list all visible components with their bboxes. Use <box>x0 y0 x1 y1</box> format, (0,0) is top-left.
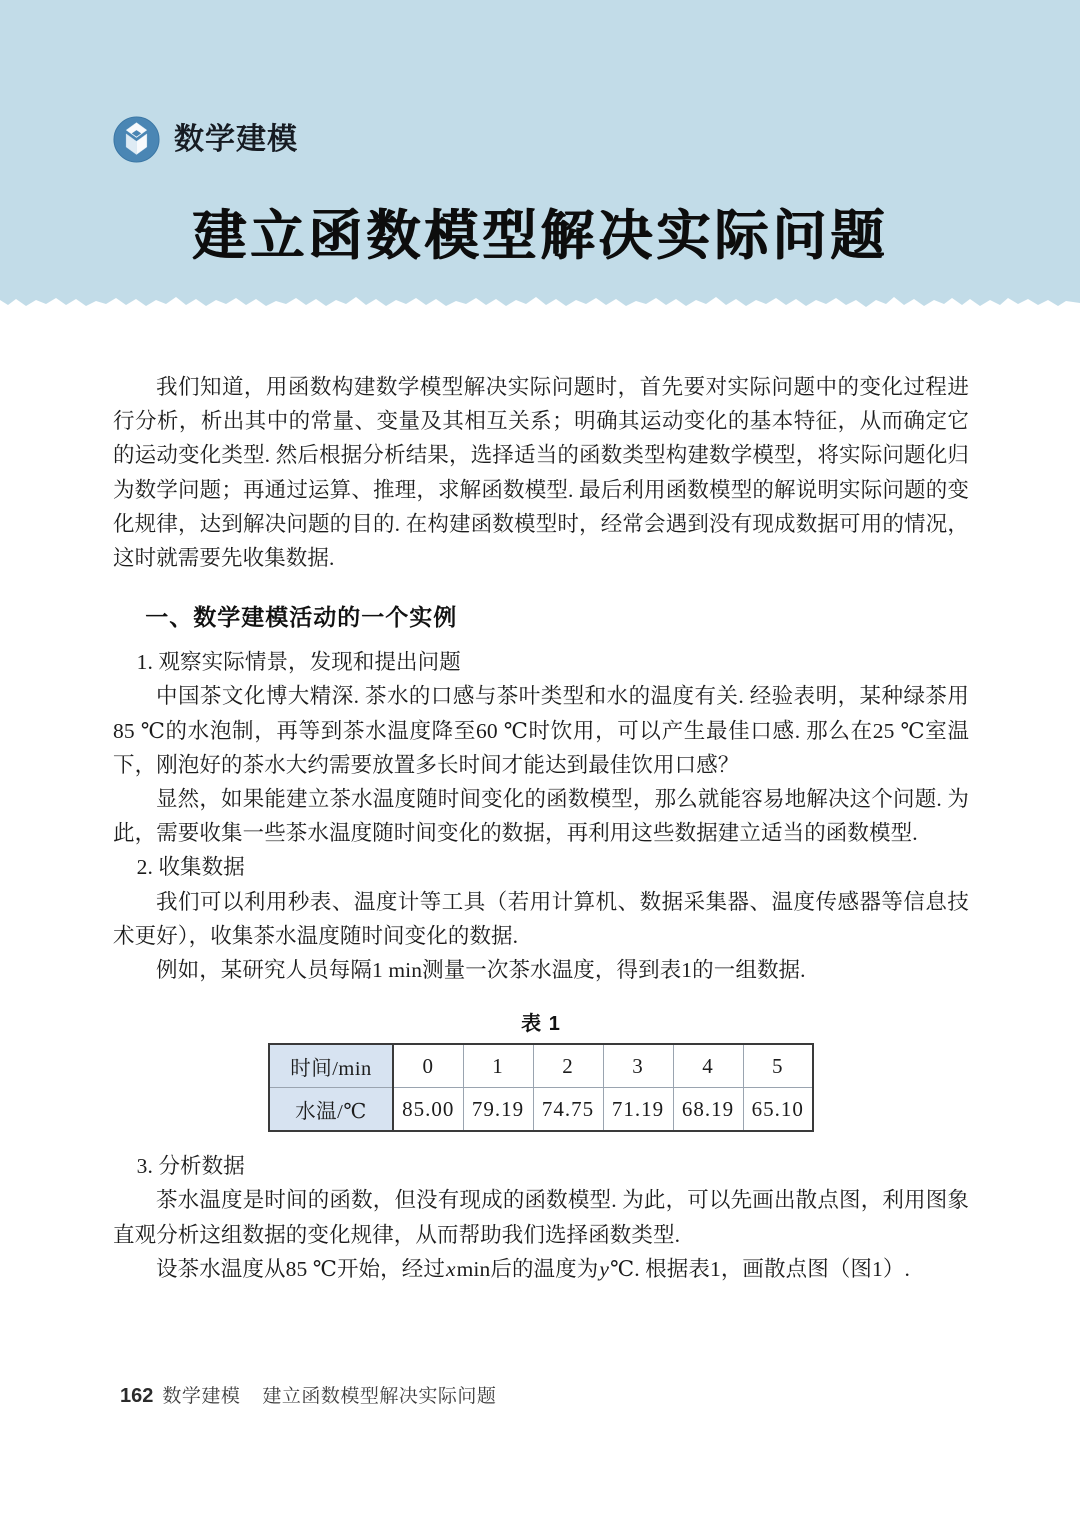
math-variable-y: y <box>599 1256 610 1281</box>
page-footer <box>120 1381 496 1408</box>
footer-page-number: 162 <box>120 1385 154 1407</box>
cell-temp-3: 71.19 <box>603 1088 673 1132</box>
cell-time-1: 1 <box>463 1044 533 1088</box>
cell-time-2: 2 <box>533 1044 603 1088</box>
section-heading-1: 一、数学建模活动的一个实例 <box>145 604 458 631</box>
figure-reference-number: 1 <box>872 1256 883 1281</box>
page-title: 建立函数模型解决实际问题 <box>192 206 888 266</box>
step1-text-d: 室温下，刚泡好的茶水大约需要放置多长时间才能达到最佳饮用口感？ <box>113 718 970 777</box>
step3-text-e: ，画散点图（图 <box>720 1256 873 1281</box>
table-caption: 表 1 <box>521 1013 561 1036</box>
cell-temp-0: 85.00 <box>393 1088 463 1132</box>
row-label-time: 时间/min <box>269 1044 393 1088</box>
table-row-time <box>269 1044 813 1088</box>
unit-minutes: min <box>456 1256 491 1281</box>
step2-text-a: 例如，某研究人员每隔 <box>156 958 373 983</box>
step3-text-c: 后的温度为 <box>490 1256 599 1281</box>
step-3-paragraph-2 <box>113 1252 969 1286</box>
brand-block <box>113 116 298 163</box>
step2-text-b: 测量一次茶水温度，得到表 <box>422 958 682 983</box>
step3-text-f: ）. <box>882 1256 910 1281</box>
intro-paragraph: 我们知道，用函数构建数学模型解决实际问题时，首先要对实际问题中的变化过程进行分析，析出其中的常量、变量及其相互关系；明确其运动变化的基本特征，从而确定它的运动变化类型. 然后根据分析结果，选择适当的函数类型构建数学模型，将实际问题化归为数学问题；再通过运算、推理，求解函数模型. 最后利用函数模型的解说明实际问题的变化规律，达到解决问题的目的. 在构建函数模型时，经常会遇到没有现成数据可用的情况，这时就需要先收集数据. <box>113 375 969 571</box>
cell-time-5: 5 <box>743 1044 813 1088</box>
step-2-heading: 2. 收集数据 <box>136 855 245 880</box>
step-3-paragraph-1: 茶水温度是时间的函数，但没有现成的函数模型. 为此，可以先画出散点图，利用图象直观分析这组数据的变化规律，从而帮助我们选择函数类型. <box>113 1188 969 1247</box>
unit-celsius: ℃ <box>610 1256 635 1281</box>
temp-brew-value: 85 ℃ <box>113 718 166 743</box>
row-label-temperature: 水温/℃ <box>269 1088 393 1132</box>
step3-text-a: 设茶水温度从 <box>156 1256 286 1281</box>
start-temp-value: 85 ℃ <box>285 1256 337 1281</box>
water-temperature-table <box>268 1043 814 1132</box>
page-content <box>113 370 969 1286</box>
temp-drink-value: 60 ℃ <box>476 718 529 743</box>
cell-time-0: 0 <box>393 1044 463 1088</box>
cell-temp-1: 79.19 <box>463 1088 533 1132</box>
cell-temp-4: 68.19 <box>673 1088 743 1132</box>
measure-interval-value: 1 min <box>372 958 423 983</box>
step3-text-b: 开始，经过 <box>336 1256 445 1281</box>
table-row-temperature <box>269 1088 813 1132</box>
temp-room-value: 25 ℃ <box>872 718 926 743</box>
torn-paper-edge-icon <box>0 280 1080 324</box>
step-1-heading: 1. 观察实际情景，发现和提出问题 <box>136 650 461 675</box>
table-1-block <box>113 1007 969 1132</box>
step2-text-c: 的一组数据. <box>692 958 806 983</box>
step3-text-d: . 根据表 <box>634 1256 710 1281</box>
cell-temp-5: 65.10 <box>743 1088 813 1132</box>
step-2-paragraph-2 <box>113 953 969 987</box>
cube-logo-icon <box>113 116 160 163</box>
page-header-banner <box>0 0 1080 322</box>
step-3-heading: 3. 分析数据 <box>136 1154 245 1179</box>
step-2-paragraph-1: 我们可以利用秒表、温度计等工具（若用计算机、数据采集器、温度传感器等信息技术更好），收集茶水温度随时间变化的数据. <box>113 889 969 948</box>
cell-time-3: 3 <box>603 1044 673 1088</box>
math-variable-x: x <box>445 1256 456 1281</box>
footer-chapter-name: 数学建模 <box>162 1386 241 1407</box>
cell-time-4: 4 <box>673 1044 743 1088</box>
table-reference-number: 1 <box>681 958 693 983</box>
cell-temp-2: 74.75 <box>533 1088 603 1132</box>
footer-section-title: 建立函数模型解决实际问题 <box>262 1386 497 1407</box>
brand-label: 数学建模 <box>174 122 298 156</box>
step1-text-a: 中国茶文化博大精深. 茶水的口感与茶叶类型和水的温度有关. 经验表明，某种绿茶用 <box>156 684 969 709</box>
step1-text-c: 时饮用，可以产生最佳口感. 那么在 <box>528 718 873 743</box>
step-1-paragraph-2: 显然，如果能建立茶水温度随时间变化的函数模型，那么就能容易地解决这个问题. 为此，需要收集一些茶水温度随时间变化的数据，再利用这些数据建立适当的函数模型. <box>113 787 969 846</box>
step1-text-b: 的水泡制，再等到茶水温度降至 <box>165 718 477 743</box>
table-reference-number-2: 1 <box>709 1256 721 1281</box>
step-1-paragraph-1 <box>113 679 969 782</box>
